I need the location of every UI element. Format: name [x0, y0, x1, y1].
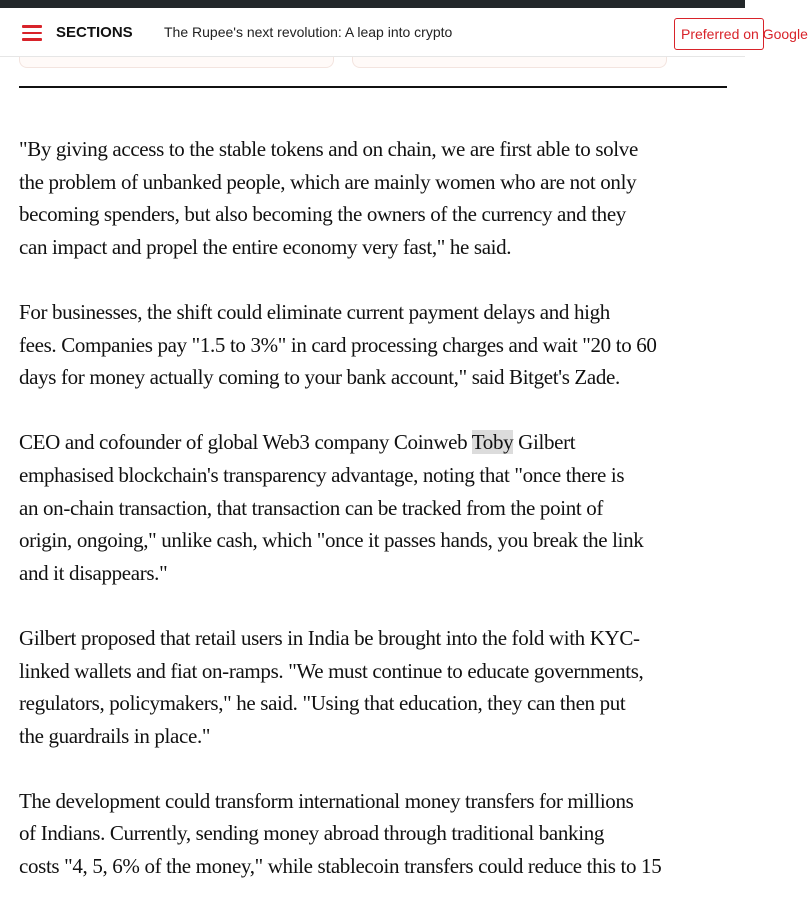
highlighted-name[interactable]: Toby — [471, 430, 514, 455]
paragraph — [19, 296, 745, 394]
text-line: "By giving access to the stable tokens and on chain, we are first able to solve — [19, 137, 638, 161]
text-line: days for money actually coming to your bank account," said Bitget's Zade. — [19, 365, 620, 390]
text-line: origin, ongoing," unlike cash, which "once it passes hands, you break the link — [19, 528, 644, 553]
text-line: Gilbert proposed that retail users in India be brought into the fold with KYC- — [19, 625, 640, 650]
text: CEO and cofounder of global Web3 company Coinweb — [19, 430, 472, 455]
text-line: can impact and propel the entire economy very fast," he said. — [19, 234, 512, 259]
divider — [19, 86, 727, 88]
text-line: The development could transform international money transfers for millions — [19, 788, 634, 813]
text-line: For businesses, the shift could eliminate current payment delays and high — [19, 299, 610, 324]
header-article-title: The Rupee's next revolution: A leap into crypto — [164, 24, 453, 40]
text-line: an on-chain transaction, that transaction can be tracked from the point of — [19, 495, 604, 520]
preferred-source-button[interactable]: Preferred on Google — [674, 18, 764, 50]
text-line: costs "4, 5, 6% of the money," while stablecoin transfers could reduce this to 15 — [19, 854, 662, 879]
paragraph — [19, 622, 745, 752]
text-line: and it disappears." — [19, 560, 168, 585]
paragraph — [19, 426, 745, 589]
sections-button[interactable]: SECTIONS — [56, 24, 133, 41]
text: Gilbert — [513, 430, 576, 455]
browser-top-bar — [0, 0, 745, 8]
paragraph — [19, 785, 745, 883]
paragraph — [19, 133, 745, 263]
hamburger-menu-icon[interactable] — [22, 25, 42, 41]
article-body — [19, 133, 745, 915]
text-line: fees. Companies pay "1.5 to 3%" in card processing charges and wait "20 to 60 — [19, 332, 657, 357]
text-line: emphasised blockchain's transparency advantage, noting that "once there is — [19, 462, 625, 487]
text-line: of Indians. Currently, sending money abroad through traditional banking — [19, 821, 604, 846]
text-line: the guardrails in place." — [19, 723, 211, 748]
text-line: linked wallets and fiat on-ramps. "We must continue to educate governments, — [19, 658, 644, 683]
text-line: becoming spenders, but also becoming the owners of the currency and they — [19, 202, 626, 227]
text-line: the problem of unbanked people, which are mainly women who are not only — [19, 169, 637, 194]
text-line — [19, 426, 745, 459]
text-line: regulators, policymakers," he said. "Using that education, they can then put — [19, 691, 626, 716]
site-header — [0, 8, 808, 57]
